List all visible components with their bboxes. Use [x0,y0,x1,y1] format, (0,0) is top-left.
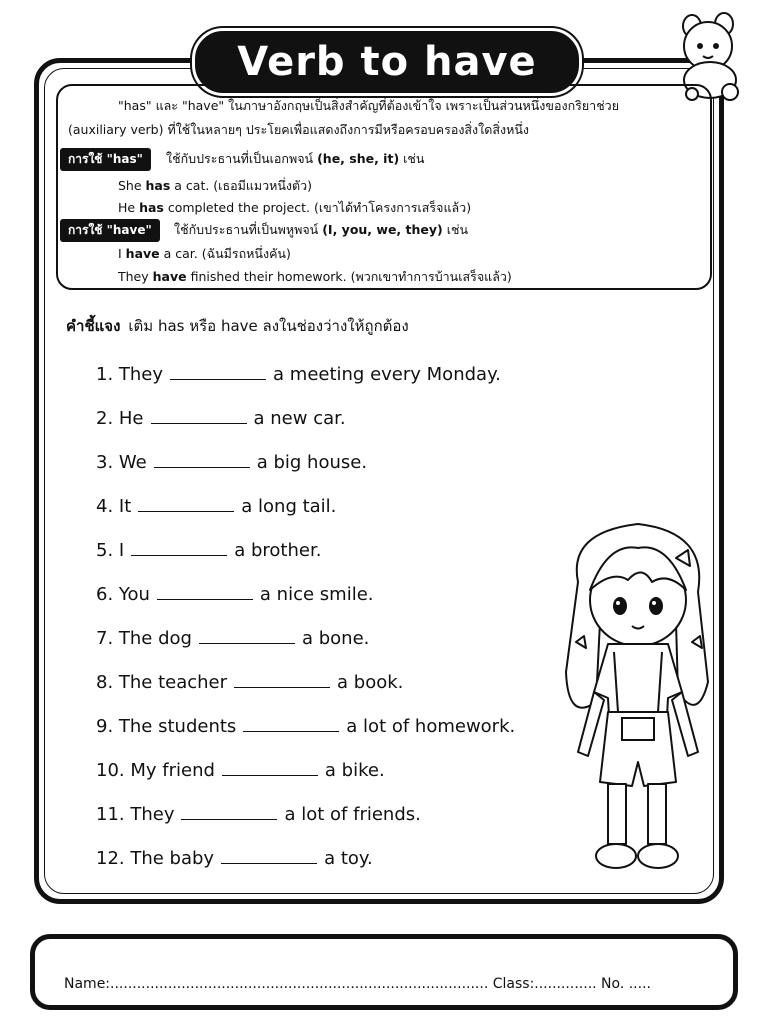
grammar-info-box [56,84,712,290]
has-example-2: He has completed the project. (เขาได้ทำโครงการเสร็จแล้ว) [118,200,472,215]
answer-blank[interactable] [181,805,277,820]
have-example-2: They have finished their homework. (พวกเขาทำการบ้านเสร็จแล้ว) [118,269,512,284]
intro-line-1: "has" และ "have" ในภาษาอังกฤษเป็นสิ่งสำคัญที่ต้องเข้าใจ เพราะเป็นส่วนหนึ่งของกริยาช่วย [118,98,620,113]
exercise-item: 8. The teacher a book. [96,672,404,693]
has-rule-description: ใช้กับประธานที่เป็นเอกพจน์ (he, she, it) เช่น [166,151,425,166]
exercise-item: 9. The students a lot of homework. [96,716,516,737]
exercise-item: 12. The baby a toy. [96,848,373,869]
exercise-item: 6. You a nice smile. [96,584,374,605]
answer-blank[interactable] [199,629,295,644]
name-class-number-line[interactable]: Name:..................................................................................... Class:.............. No. ..... [64,976,651,992]
exercise-item: 2. He a new car. [96,408,346,429]
exercise-item: 4. It a long tail. [96,496,337,517]
answer-blank[interactable] [157,585,253,600]
answer-blank[interactable] [234,673,330,688]
instructions-text: เติม has หรือ have ลงในช่องว่างให้ถูกต้อง [128,317,409,335]
answer-blank[interactable] [170,365,266,380]
have-rule-tag: การใช้ "have" [60,219,160,242]
intro-line-2: (auxiliary verb) ที่ใช้ในหลายๆ ประโยคเพื่อแสดงถึงการมีหรือครอบครองสิ่งใดสิ่งหนึ่ง [68,122,530,137]
girl-illustration [548,512,728,902]
page-title: Verb to have [237,39,537,85]
exercise-item: 3. We a big house. [96,452,368,473]
student-info-box [30,934,738,1010]
answer-blank[interactable] [221,849,317,864]
have-example-1: I have a car. (ฉันมีรถหนึ่งคัน) [118,246,291,261]
exercise-item: 7. The dog a bone. [96,628,370,649]
exercise-item: 5. I a brother. [96,540,322,561]
answer-blank[interactable] [131,541,227,556]
have-rule-description: ใช้กับประธานที่เป็นพหูพจน์ (I, you, we, they) เช่น [174,222,469,237]
instructions [66,314,409,338]
exercise-item: 10. My friend a bike. [96,760,385,781]
answer-blank[interactable] [243,717,339,732]
has-rule-tag: การใช้ "has" [60,148,151,171]
exercise-item: 11. They a lot of friends. [96,804,421,825]
answer-blank[interactable] [154,453,250,468]
exercise-item: 1. They a meeting every Monday. [96,364,501,385]
instructions-label: คำชี้แจง [66,317,121,335]
answer-blank[interactable] [151,409,247,424]
answer-blank[interactable] [138,497,234,512]
has-example-1: She has a cat. (เธอมีแมวหนึ่งตัว) [118,178,313,193]
answer-blank[interactable] [222,761,318,776]
